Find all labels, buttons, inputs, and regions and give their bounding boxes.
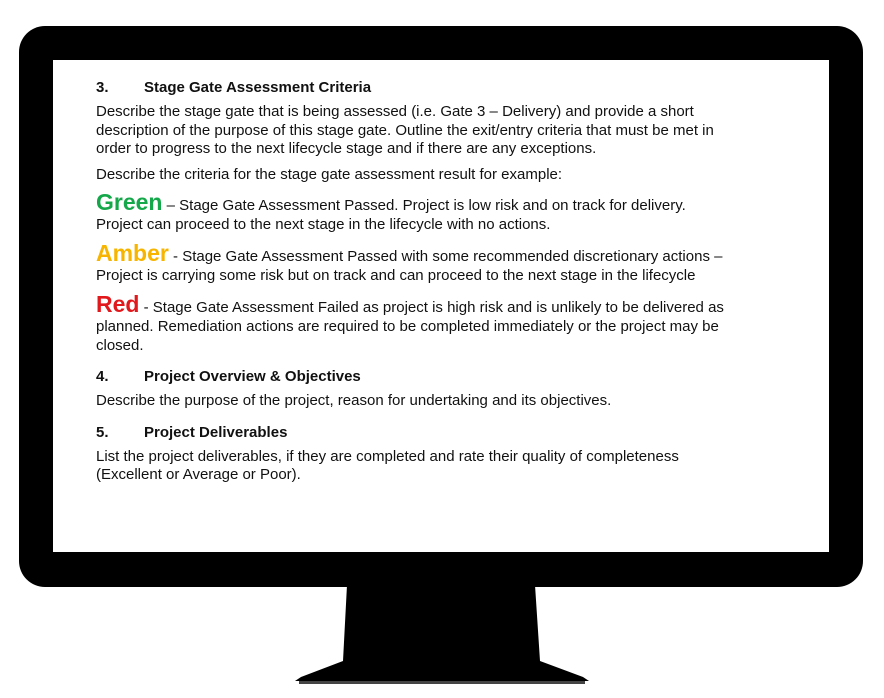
rating-red	[96, 293, 736, 355]
section-3-title: Stage Gate Assessment Criteria	[144, 79, 372, 96]
section-4-heading	[96, 367, 736, 386]
section-5-number: 5.	[96, 423, 109, 441]
section-3-description: Describe the stage gate that is being assessed (i.e. Gate 3 – Delivery) and provide a short description of the purpose of this stage gate. Outline the exit/entry criteria that must be met in order to progress to the next lifecycle stage and if there are any exceptions.	[96, 103, 714, 157]
section-3-heading	[96, 78, 736, 97]
section-5-heading	[96, 423, 736, 442]
rating-amber	[96, 242, 736, 285]
section-4-number: 4.	[96, 368, 109, 385]
section-4-description: Describe the purpose of the project, reason for undertaking and its objectives.	[96, 392, 612, 409]
document-body	[96, 78, 736, 492]
section-5-description: List the project deliverables, if they are completed and rate their quality of completeness (Excellent or Average or Poor).	[96, 447, 679, 483]
criteria-intro: Describe the criteria for the stage gate assessment result for example:	[96, 165, 563, 183]
monitor-screen	[53, 60, 829, 552]
rating-amber-label: Amber	[96, 240, 169, 266]
monitor-stand	[295, 585, 589, 685]
rating-red-label: Red	[96, 291, 140, 317]
rating-red-text: - Stage Gate Assessment Failed as project is high risk and is unlikely to be delivered as planned. Remediation actions are required to be completed immediately or the project may be closed.	[96, 299, 724, 354]
section-5-title: Project Deliverables	[144, 423, 288, 441]
section-3-number: 3.	[96, 79, 109, 96]
rating-green	[96, 191, 736, 234]
rating-green-text: – Stage Gate Assessment Passed. Project is low risk and on track for delivery. Project can proceed to the next stage in the lifecycle with no actions.	[96, 197, 686, 233]
rating-green-label: Green	[96, 189, 163, 215]
section-4-title: Project Overview & Objectives	[144, 368, 361, 385]
rating-amber-text: - Stage Gate Assessment Passed with some recommended discretionary actions – Project is carrying some risk but on track and can proceed to the next stage in the lifecycle	[96, 248, 723, 284]
